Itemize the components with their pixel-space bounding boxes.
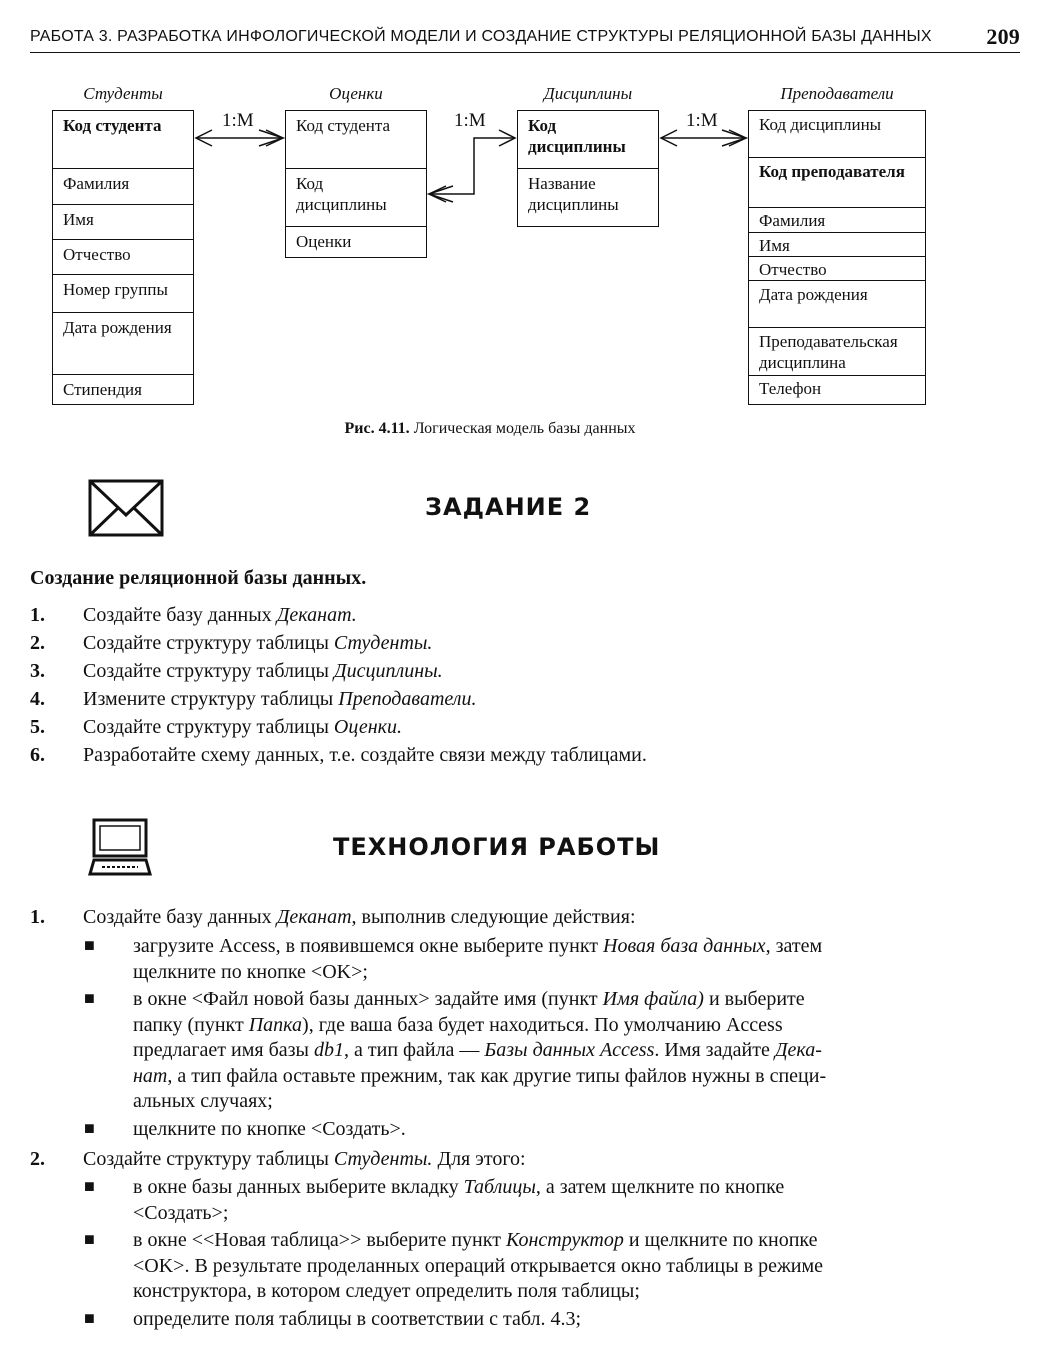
relation-label: 1:M <box>454 110 486 131</box>
relation-arrows <box>0 0 1047 440</box>
list-item: ■ в окне <Файл новой базы данных> задайте имя (пункт Имя файла) и выберите папку (пункт Папка), где ваша база будет находиться. По умолчанию Access предлагает имя базы db1, а тип файла — Базы данных Access. Имя задайте Дека- нат, а тип файла оставьте прежним, так как другие типы файлов нужны в специ- альных случаях; <box>84 988 827 1112</box>
step-1: 1. Создайте базу данных Деканат, выполнив следующие действия: <box>30 906 636 928</box>
table-caption-students: Студенты <box>83 84 163 103</box>
field-birth-date: Дата рождения <box>53 313 193 375</box>
step-2: 2. Создайте структуру таблицы Студенты. Для этого: <box>30 1148 526 1170</box>
list-item: 1. Создайте базу данных Деканат. <box>30 604 357 626</box>
field-discipline-id: Код дисциплины <box>286 169 426 227</box>
bullet-icon: ■ <box>84 935 95 955</box>
figure-caption <box>0 420 980 438</box>
field-discipline-id: Код дисциплины <box>518 111 658 169</box>
bullet-icon: ■ <box>84 988 95 1008</box>
task-subtitle: Создание реляционной базы данных. <box>30 567 367 589</box>
field-student-id: Код студента <box>53 111 193 169</box>
list-item: ■ в окне <<Новая таблица>> выберите пункт Конструктор и щелкните по кнопке <OK>. В результате проделанных операций открывается окно таблицы в режиме конструктора, в котором следует определить поля таблицы; <box>84 1229 824 1302</box>
field-discipline-id: Код дисциплины <box>749 111 925 158</box>
list-item: 3. Создайте структуру таблицы Дисциплины. <box>30 660 443 682</box>
field-patronymic: Отчество <box>749 257 925 281</box>
field-group: Номер группы <box>53 275 193 313</box>
field-first-name: Имя <box>53 205 193 240</box>
step-1-bullets <box>84 934 944 1142</box>
list-item: 2. Создайте структуру таблицы Студенты. <box>30 632 433 654</box>
field-patronymic: Отчество <box>53 240 193 275</box>
field-last-name: Фамилия <box>749 208 925 233</box>
field-phone: Телефон <box>759 379 822 398</box>
field-student-id: Код студента <box>286 111 426 169</box>
er-diagram <box>0 0 1047 440</box>
field-discipline-name: Название дисциплины <box>528 174 619 214</box>
table-caption-disciplines: Дисциплины <box>543 84 633 103</box>
list-item: ■ загрузите Access, в появившемся окне выберите пункт Новая база данных, затем щелкните по кнопке <OK>; <box>84 935 823 983</box>
relation-label: 1:M <box>222 110 254 131</box>
field-teacher-discipline: Преподавательская дисциплина <box>749 328 925 376</box>
list-item: ■ в окне базы данных выберите вкладку Таблицы, а затем щелкните по кнопке <Создать>; <box>84 1176 785 1224</box>
computer-icon <box>88 818 152 876</box>
task-list <box>30 603 990 771</box>
technology-heading: ТЕХНОЛОГИЯ РАБОТЫ <box>333 833 661 861</box>
task-heading: ЗАДАНИЕ 2 <box>425 493 592 521</box>
bullet-icon: ■ <box>84 1307 95 1328</box>
envelope-icon <box>88 479 164 537</box>
page-number: 209 <box>986 24 1020 49</box>
list-item: 4. Измените структуру таблицы Преподаватели. <box>30 688 477 710</box>
list-item: ■ щелкните по кнопке <Создать>. <box>84 1117 406 1140</box>
relation-line-grades-disciplines <box>429 138 515 194</box>
field-grades: Оценки <box>296 232 352 251</box>
list-item: 6. Разработайте схему данных, т.е. создайте связи между таблицами. <box>30 744 647 766</box>
list-item: ■ определите поля таблицы в соответствии с табл. 4.3; <box>84 1307 582 1330</box>
bullet-icon: ■ <box>84 1176 95 1196</box>
table-caption-teachers: Преподаватели <box>780 84 894 103</box>
field-scholarship: Стипендия <box>63 380 142 399</box>
table-caption-grades: Оценки <box>329 84 383 103</box>
field-birth-date: Дата рождения <box>749 281 925 328</box>
field-first-name: Имя <box>749 233 925 257</box>
field-teacher-id: Код преподавателя <box>749 158 925 208</box>
bullet-icon: ■ <box>84 1117 95 1138</box>
step-2-bullets <box>84 1175 944 1332</box>
list-item: 5. Создайте структуру таблицы Оценки. <box>30 716 402 738</box>
figure-title: Логическая модель базы данных <box>409 420 636 437</box>
figure-number: Рис. 4.11. <box>344 420 410 437</box>
field-last-name: Фамилия <box>53 169 193 205</box>
bullet-icon: ■ <box>84 1229 95 1249</box>
header-title: РАБОТА 3. РАЗРАБОТКА ИНФОЛОГИЧЕСКОЙ МОДЕЛИ И СОЗДАНИЕ СТРУКТУРЫ РЕЛЯЦИОННОЙ БАЗЫ ДАННЫХ <box>30 28 932 45</box>
relation-label: 1:M <box>686 110 718 131</box>
